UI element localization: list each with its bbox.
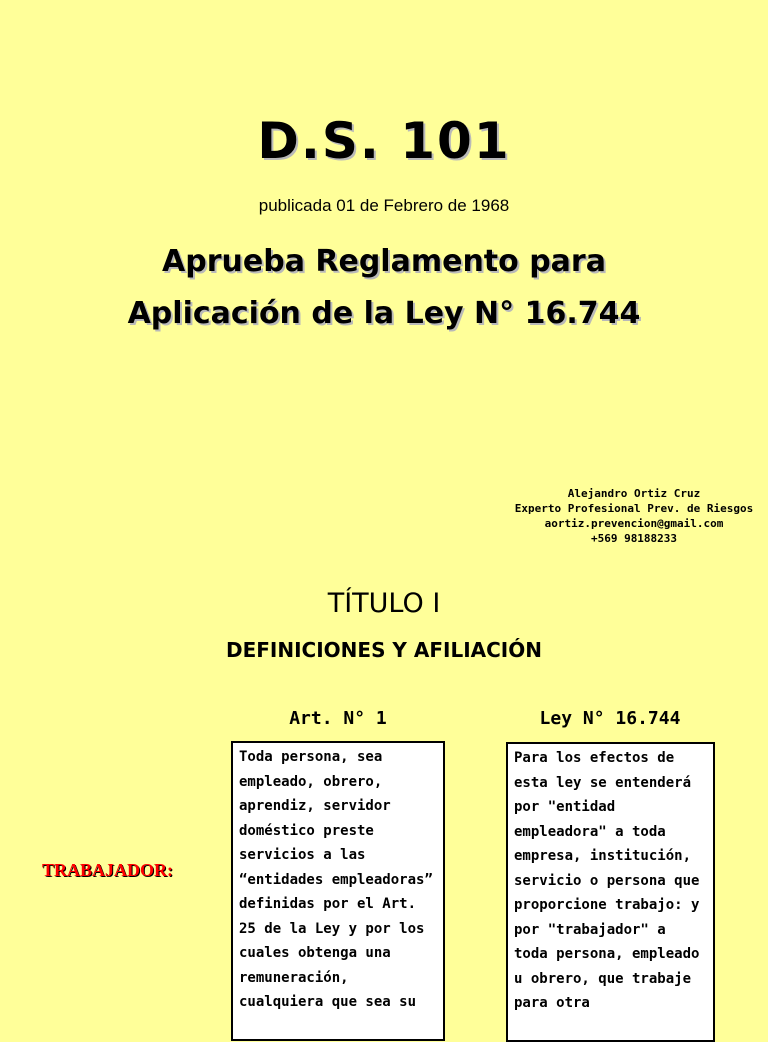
article-heading: Art. N° 1 — [289, 708, 387, 729]
publication-date: publicada 01 de Febrero de 1968 — [258, 196, 510, 215]
trabajador-label: TRABAJADOR: — [42, 860, 174, 880]
law-heading: Ley N° 16.744 — [539, 708, 681, 729]
document-title: D.S. 101 — [257, 112, 511, 170]
article-text-box: Toda persona, sea empleado, obrero, aprendiz, servidor doméstico preste servicios a las “entidades empleadoras” definidas por el Art. 25 de la Ley y por los cuales obtenga una remuneración, cualquiera que sea su — [231, 741, 445, 1041]
section-title: TÍTULO I — [327, 588, 441, 619]
author-role: Experto Profesional Prev. de Riesgos — [514, 502, 754, 515]
law-text-box: Para los efectos de esta ley se entenderá por "entidad empleadora" a toda empresa, institución, servicio o persona que proporcione trabajo: y por "trabajador" a toda persona, empleado u obrero, que trabaje para otra — [506, 742, 715, 1042]
section-subtitle: DEFINICIONES Y AFILIACIÓN — [226, 638, 542, 662]
author-email: aortiz.prevencion@gmail.com — [544, 517, 724, 530]
author-name: Alejandro Ortiz Cruz — [567, 487, 701, 500]
subtitle-line-1: Aprueba Reglamento para — [162, 244, 606, 279]
author-phone: +569 98188233 — [590, 532, 678, 545]
author-block — [500, 486, 768, 546]
subtitle-line-2: Aplicación de la Ley N° 16.744 — [127, 296, 641, 331]
